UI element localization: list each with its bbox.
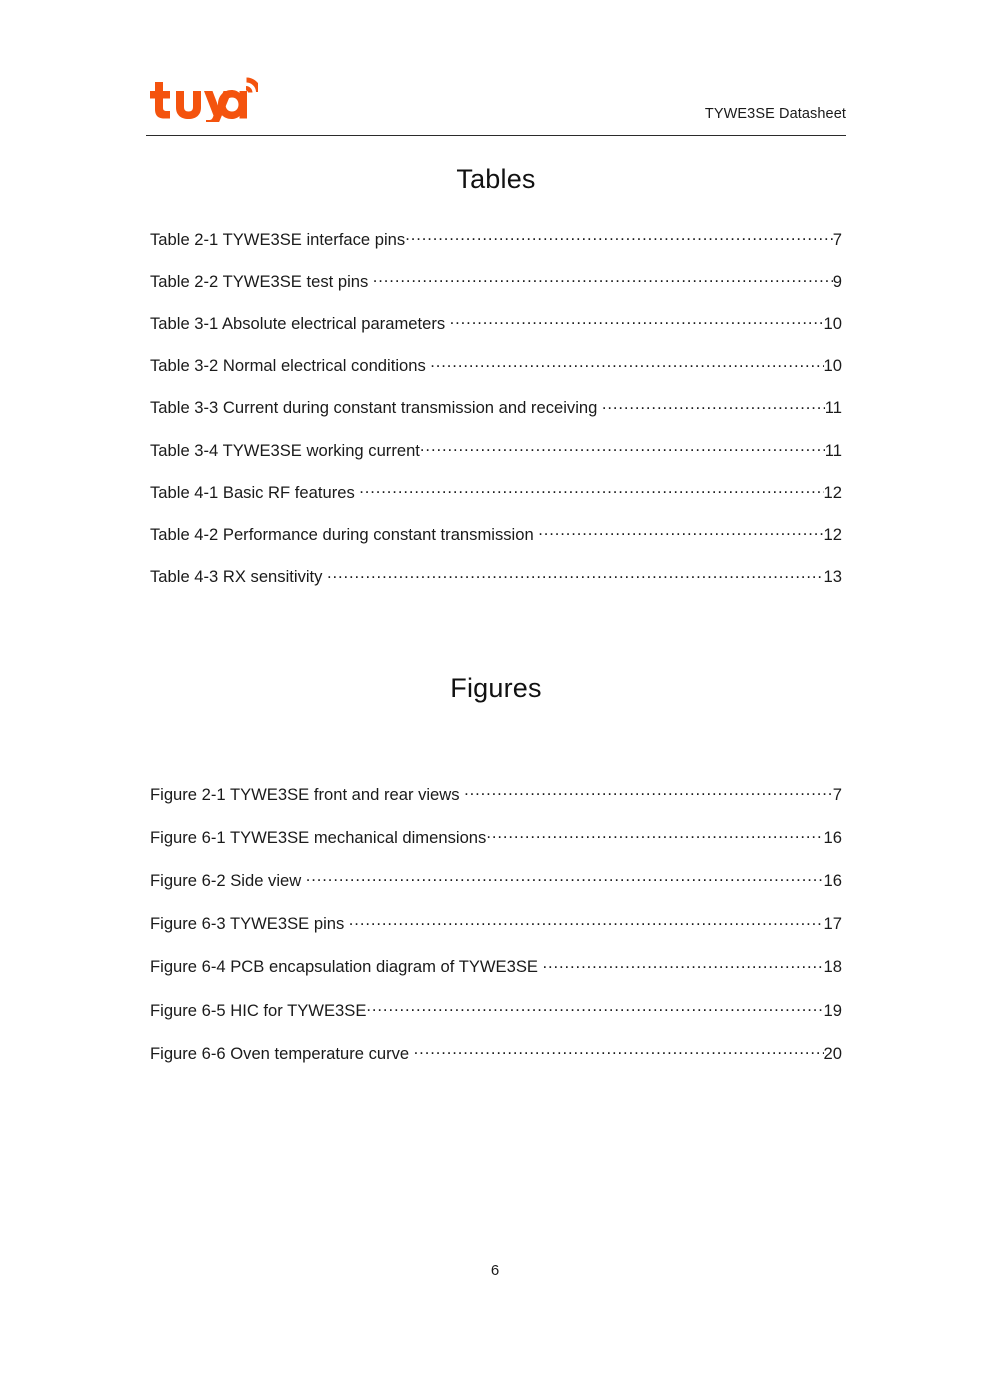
page-number: 6: [490, 1262, 500, 1279]
figure-toc-entry[interactable]: [150, 869, 842, 912]
table-toc-entry-label: Table 4-1 Basic RF features: [150, 482, 355, 502]
dot-leader: [538, 523, 823, 540]
figures-section-heading: Figures: [450, 673, 542, 703]
table-toc-entry-label: Table 2-1 TYWE3SE interface pins: [150, 229, 406, 249]
figure-toc-entry-page-number: 18: [823, 957, 842, 977]
table-toc-entry-page-number: 9: [832, 271, 842, 291]
table-toc-entry-page-number: 12: [823, 524, 842, 544]
figure-toc-entry-label: Figure 6-2 Side view: [150, 870, 302, 890]
dot-leader: [359, 481, 823, 498]
tables-section-heading: Tables: [456, 164, 536, 194]
figure-toc-entry[interactable]: [150, 999, 842, 1042]
table-toc-entry[interactable]: [150, 397, 842, 439]
dot-leader: [543, 956, 824, 973]
figure-toc-entry-page-number: 20: [823, 1043, 842, 1063]
dot-leader: [602, 397, 825, 414]
dot-leader: [366, 999, 823, 1016]
dot-leader: [450, 312, 824, 329]
header-divider: [146, 135, 846, 136]
dot-leader: [430, 355, 823, 372]
dot-leader: [306, 869, 824, 886]
figure-toc-entry-page-number: 7: [832, 784, 842, 804]
figure-toc-entry[interactable]: [150, 826, 842, 869]
table-toc-entry-label: Table 2-2 TYWE3SE test pins: [150, 271, 369, 291]
dot-leader: [486, 826, 823, 843]
page-header: [146, 64, 846, 138]
table-toc-entry-page-number: 12: [823, 482, 842, 502]
table-toc-entry[interactable]: [150, 439, 842, 481]
figure-toc-entry[interactable]: [150, 956, 842, 999]
dot-leader: [373, 270, 833, 287]
figure-toc-entry[interactable]: [150, 1042, 842, 1085]
table-toc-entry-page-number: 11: [824, 440, 842, 460]
dot-leader: [420, 439, 825, 456]
table-toc-entry[interactable]: [150, 312, 842, 354]
figure-toc-entry-page-number: 16: [823, 870, 842, 890]
figure-toc-entry-label: Figure 6-6 Oven temperature curve: [150, 1043, 410, 1063]
dot-leader: [414, 1042, 824, 1059]
table-toc-entry-page-number: 10: [823, 356, 842, 376]
table-toc-entry[interactable]: [150, 270, 842, 312]
figure-toc-entry-label: Figure 6-1 TYWE3SE mechanical dimensions: [150, 827, 487, 847]
table-toc-entry-label: Table 4-2 Performance during constant transmission: [150, 524, 534, 544]
figure-toc-entry-label: Figure 6-5 HIC for TYWE3SE: [150, 1000, 367, 1020]
table-toc-entry-page-number: 7: [832, 229, 842, 249]
table-toc-entry-label: Table 3-1 Absolute electrical parameters: [150, 313, 446, 333]
figure-toc-entry-label: Figure 2-1 TYWE3SE front and rear views: [150, 784, 460, 804]
table-toc-entry[interactable]: [150, 566, 842, 608]
table-toc-entry[interactable]: [150, 523, 842, 565]
figure-toc-entry-label: Figure 6-3 TYWE3SE pins: [150, 914, 345, 934]
figure-toc-entry[interactable]: [150, 913, 842, 956]
figure-toc-entry-label: Figure 6-4 PCB encapsulation diagram of TYWE3SE: [150, 957, 538, 977]
figure-toc-entry-page-number: 17: [823, 914, 842, 934]
tuya-logo: [148, 72, 258, 124]
table-toc-entry-label: Table 3-3 Current during constant transmission and receiving: [150, 398, 598, 418]
dot-leader: [349, 913, 824, 930]
figure-toc-entry-page-number: 19: [823, 1000, 842, 1020]
dot-leader: [405, 228, 833, 245]
dot-leader: [464, 783, 833, 800]
header-document-title: TYWE3SE Datasheet: [704, 106, 846, 122]
figures-toc-list: [150, 783, 842, 1085]
table-toc-entry-label: Table 3-2 Normal electrical conditions: [150, 356, 426, 376]
table-toc-entry-page-number: 11: [824, 398, 842, 418]
table-toc-entry-label: Table 3-4 TYWE3SE working current: [150, 440, 420, 460]
table-toc-entry[interactable]: [150, 228, 842, 270]
figure-toc-entry-page-number: 16: [823, 827, 842, 847]
dot-leader: [327, 566, 824, 583]
table-toc-entry[interactable]: [150, 355, 842, 397]
figure-toc-entry[interactable]: [150, 783, 842, 826]
table-toc-entry[interactable]: [150, 481, 842, 523]
tables-toc-list: [150, 228, 842, 608]
table-toc-entry-page-number: 13: [823, 567, 842, 587]
table-toc-entry-page-number: 10: [823, 313, 842, 333]
table-toc-entry-label: Table 4-3 RX sensitivity: [150, 567, 323, 587]
